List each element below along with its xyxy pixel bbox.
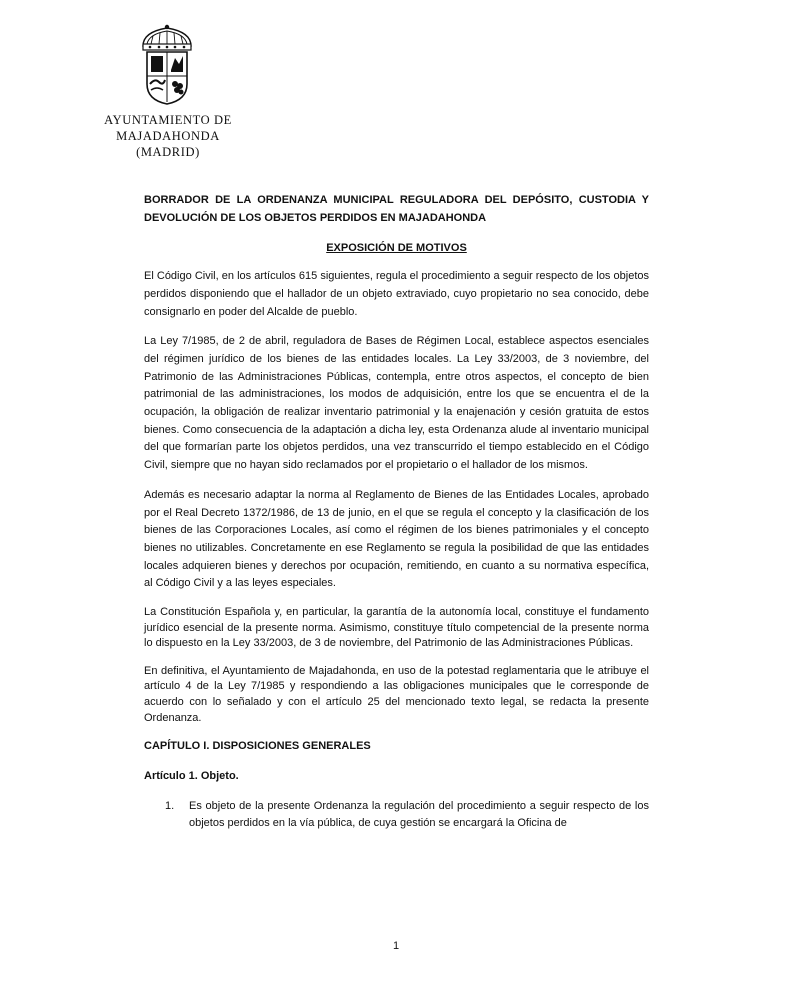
paragraph-3: Además es necesario adaptar la norma al Reglamento de Bienes de las Entidades Locales, aprobado por el Real Decreto 1372/1986, de 13 de junio, en el que se regula el concepto y la clasificación de los bienes de las Corporaciones Locales, así como el régimen de los bienes patrimoniales y el concepto bienes no utilizables. Concretamente en ese Reglamento se regula la posibilidad de que las entidades locales adquieren bienes y derechos por ocupación, remitiendo, en cuanto a su normativa específica, al Código Civil y a las leyes especiales. <box>144 488 649 590</box>
org-line-1: AYUNTAMIENTO DE <box>104 113 232 127</box>
list-item-number: 1. <box>165 799 175 812</box>
document-body <box>144 192 649 833</box>
chapter-heading: CAPÍTULO I. DISPOSICIONES GENERALES <box>144 740 371 753</box>
document-title: BORRADOR DE LA ORDENANZA MUNICIPAL REGULADORA DEL DEPÓSITO, CUSTODIA Y DEVOLUCIÓN DE LOS OBJETOS PERDIDOS EN MAJADAHONDA <box>144 194 649 224</box>
paragraph-1: El Código Civil, en los artículos 615 siguientes, regula el procedimiento a seguir respecto de los objetos perdidos disponiendo que el hallador de un objeto extraviado, cuyo propietario no sea conocido, debe consignarlo en poder del Alcalde de pueblo. <box>144 270 649 318</box>
org-line-2: MAJADAHONDA <box>116 129 220 143</box>
coat-of-arms-icon <box>137 24 197 106</box>
article-heading: Artículo 1. Objeto. <box>144 769 239 782</box>
list-item-text: Es objeto de la presente Ordenanza la regulación del procedimiento a seguir respecto de los objetos perdidos en la vía pública, de cuya gestión se encargará la Oficina de <box>189 799 649 830</box>
paragraph-2: La Ley 7/1985, de 2 de abril, reguladora de Bases de Régimen Local, establece aspectos esenciales del régimen jurídico de los bienes de las entidades locales. La Ley 33/2003, de 3 noviembre, del Patrimonio de las Administraciones Públicas, contempla, entre otros aspectos, el concepto de bien patrimonial de las administraciones, los modos de adquisición, entre los que se encuentra el de la ocupación, la obligación de realizar inventario patrimonial y la enajenación y cesión gratuita de estos bienes. Como consecuencia de la adaptación a dicha ley, esta Ordenanza alude al inventario municipal del que formarían parte los objetos perdidos, una vez transcurrido el tiempo establecido en el Código Civil, siempre que no hayan sido reclamados por el propietario o el hallador de los mismos. <box>144 335 649 472</box>
paragraph-4: La Constitución Española y, en particular, la garantía de la autonomía local, constituye el fundamento jurídico esencial de la presente norma. Asimismo, constituye título competencial de la presente norma lo dispuesto en la Ley 33/2003, de 3 de noviembre, del Patrimonio de las Administraciones Públicas. <box>144 606 649 650</box>
organization-name <box>96 112 240 160</box>
page-number: 1 <box>392 940 400 952</box>
org-line-3: (MADRID) <box>136 145 200 159</box>
paragraph-5: En definitiva, el Ayuntamiento de Majadahonda, en uso de la potestad reglamentaria que le atribuye el artículo 4 de la Ley 7/1985 y respondiendo a las obligaciones municipales que le corresponde de acuerdo con lo señalado y con el artículo 25 del mencionado texto legal, se redacta la presente Ordenanza. <box>144 664 649 724</box>
list-item <box>144 798 649 833</box>
section-heading: EXPOSICIÓN DE MOTIVOS <box>326 242 467 255</box>
